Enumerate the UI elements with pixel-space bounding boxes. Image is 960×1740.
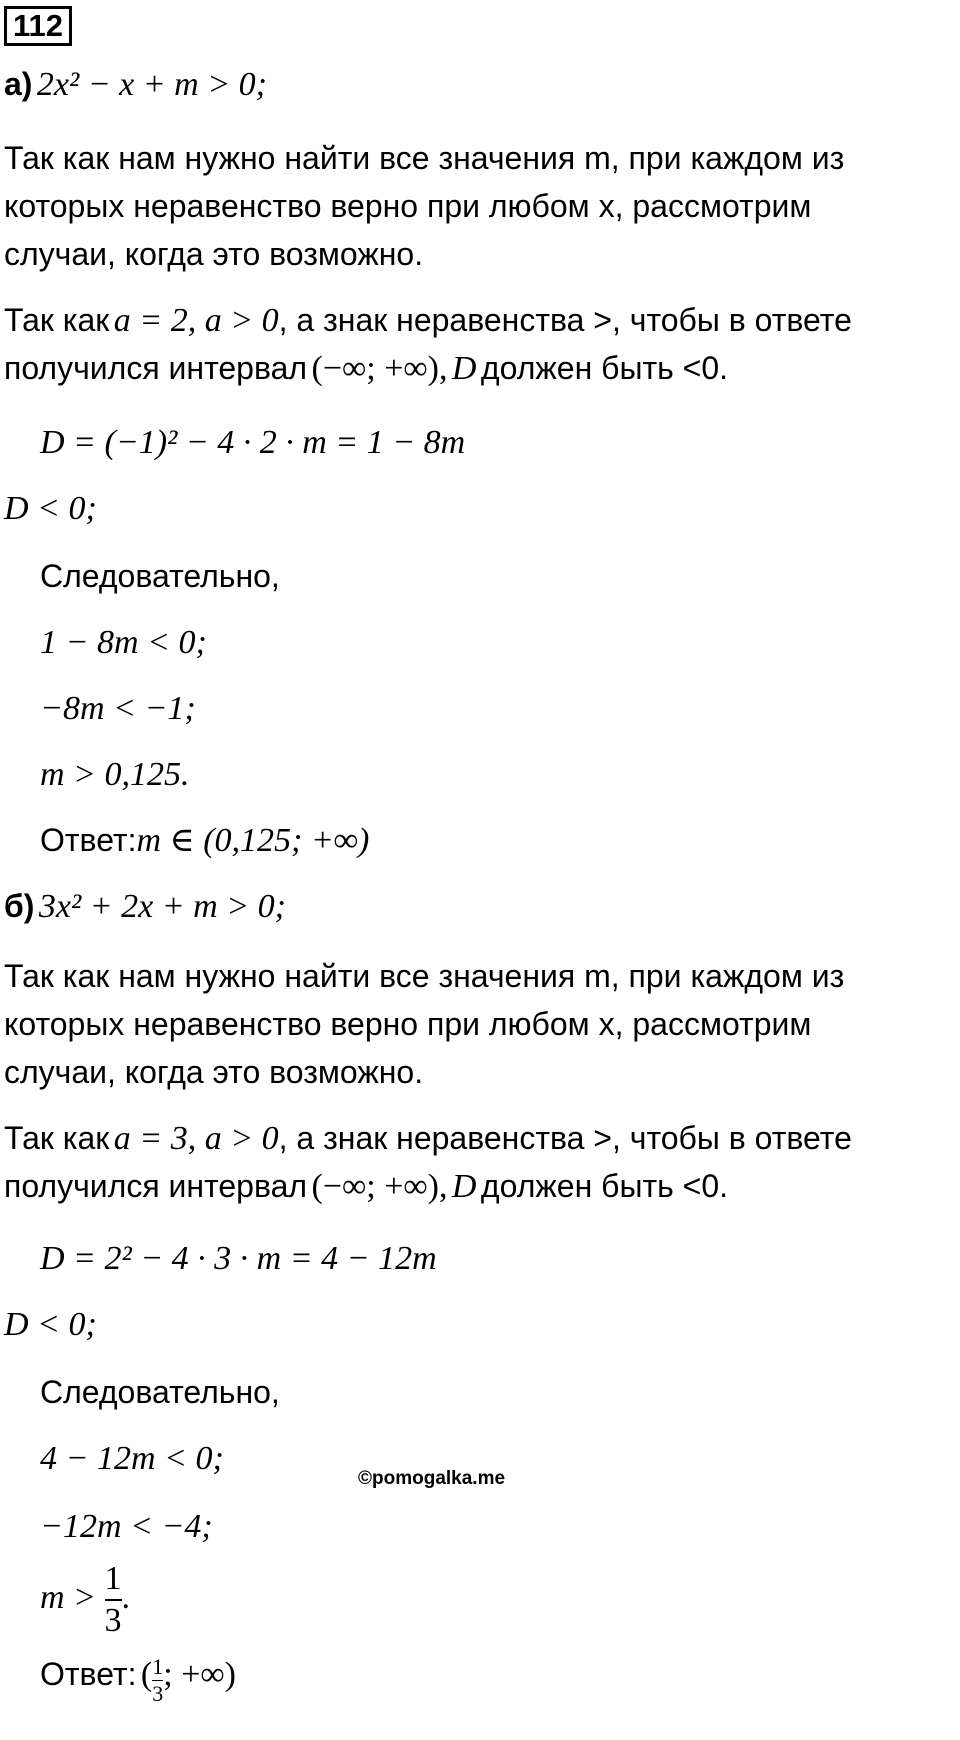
- fraction-denominator: 3: [104, 1602, 122, 1639]
- part-b-condition-line: [4, 1120, 852, 1158]
- part-b-inequality: 3x² + 2x + m > 0;: [38, 888, 286, 925]
- part-b-explain-line: случаи, когда это возможно.: [4, 1054, 424, 1090]
- part-b-answer: [40, 1656, 236, 1705]
- part-a-answer: [40, 822, 369, 860]
- interval-formula: (−∞; +∞),: [311, 350, 448, 387]
- answer-label: Ответ:: [40, 822, 137, 858]
- answer-value: m ∈ (0,125; +∞): [136, 822, 370, 859]
- part-a-step-3: m > 0,125.: [40, 756, 190, 793]
- part-b-heading: [4, 888, 286, 926]
- answer-label: Ответ:: [40, 1656, 137, 1692]
- part-b-label: б): [4, 888, 35, 924]
- part-a-label: а): [4, 66, 33, 102]
- interval-rest: должен быть <0.: [480, 350, 729, 386]
- part-b-step-2: −12m < −4;: [40, 1508, 213, 1545]
- part-b-explain-line: Так как нам нужно найти все значения m, при каждом из: [4, 958, 845, 994]
- step-3-prefix: m >: [40, 1578, 96, 1616]
- condition-formula: a = 3, a > 0: [113, 1120, 279, 1157]
- interval-prefix: получился интервал: [4, 1168, 308, 1204]
- part-b-discriminant: D = 2² − 4 · 3 · m = 4 − 12m: [40, 1240, 437, 1277]
- part-b-step-1: 4 − 12m < 0;: [40, 1440, 224, 1477]
- step-3-suffix: .: [121, 1578, 130, 1616]
- part-a-hence: Следовательно,: [40, 558, 280, 594]
- part-a-condition-line: [4, 302, 852, 340]
- part-a-heading: [4, 66, 267, 104]
- part-a-step-1: 1 − 8m < 0;: [40, 624, 207, 661]
- answer-fraction: [152, 1656, 163, 1705]
- fraction-numerator: 1: [104, 1560, 122, 1597]
- problem-number: 112: [4, 6, 72, 46]
- part-a-explain-line: случаи, когда это возможно.: [4, 236, 424, 272]
- discriminant-symbol: D: [451, 350, 477, 387]
- interval-rest: должен быть <0.: [480, 1168, 729, 1204]
- watermark: ©pomogalka.me: [358, 1468, 506, 1489]
- part-b-step-3: [40, 1562, 130, 1638]
- part-b-d-less: D < 0;: [4, 1306, 97, 1343]
- part-a-inequality: 2x² − x + m > 0;: [36, 66, 267, 103]
- part-b-hence: Следовательно,: [40, 1374, 280, 1410]
- condition-formula: a = 2, a > 0: [113, 302, 279, 339]
- condition-rest: , а знак неравенства >, чтобы в ответе: [278, 1120, 852, 1156]
- part-b-interval-line: [4, 1168, 728, 1206]
- fraction-bar: [105, 1599, 122, 1601]
- interval-formula: (−∞; +∞),: [311, 1168, 448, 1205]
- discriminant-symbol: D: [451, 1168, 477, 1205]
- condition-rest: , а знак неравенства >, чтобы в ответе: [278, 302, 852, 338]
- part-a-explain-line: Так как нам нужно найти все значения m, при каждом из: [4, 140, 845, 176]
- part-b-explain-line: которых неравенство верно при любом x, рассмотрим: [4, 1006, 812, 1042]
- part-a-discriminant: D = (−1)² − 4 · 2 · m = 1 − 8m: [40, 424, 466, 461]
- answer-rest: ; +∞): [163, 1656, 236, 1693]
- fraction-denominator: 3: [152, 1681, 164, 1707]
- part-a-d-less: D < 0;: [4, 490, 97, 527]
- interval-prefix: получился интервал: [4, 350, 308, 386]
- answer-open: (: [140, 1656, 153, 1693]
- condition-prefix: Так как: [4, 302, 110, 338]
- step-3-fraction: [105, 1562, 122, 1638]
- fraction-numerator: 1: [152, 1654, 164, 1680]
- part-a-explain-line: которых неравенство верно при любом x, рассмотрим: [4, 188, 812, 224]
- condition-prefix: Так как: [4, 1120, 110, 1156]
- part-a-interval-line: [4, 350, 728, 388]
- part-a-step-2: −8m < −1;: [40, 690, 196, 727]
